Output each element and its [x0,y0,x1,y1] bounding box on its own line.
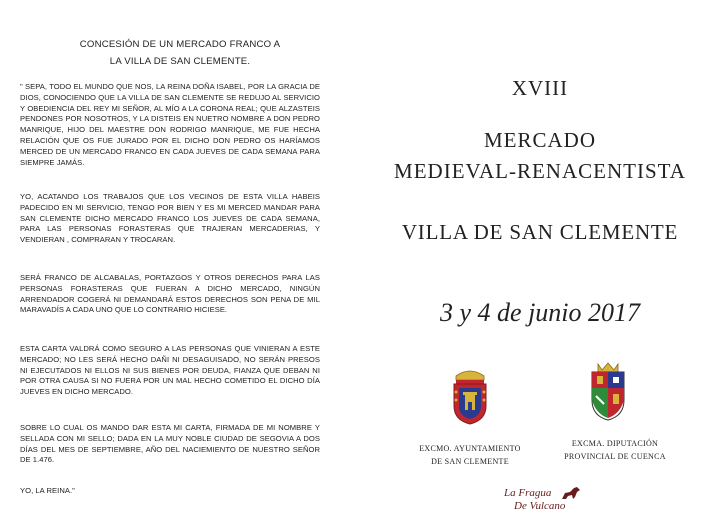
paragraph-3: SERÁ FRANCO DE ALCABALAS, PORTAZGOS Y OTROS DERECHOS PARA LAS PERSONAS FORASTERAS QUE FUERAN A DICHO MERCADO, NINGÚN ARRENDADOR COGERÁ NI DEMANDARÁ ESTOS DERECHOS SON PENA DE MIL MARAVADÍS A CADA UNO QUE LO CONTRARIO HICIESE. [20,273,320,315]
ayuntamiento-crest-icon [450,362,490,426]
right-panel [360,0,720,526]
diputacion-crest-icon [588,360,628,422]
event-title-line2: MEDIEVAL-RENACENTISTA [394,159,686,183]
institution-diputacion-line2: PROVINCIAL DE CUENCA [564,452,666,461]
institution-ayuntamiento-line1: EXCMO. AYUNTAMIENTO [419,444,521,453]
institution-diputacion [535,437,695,463]
concession-title [20,36,340,70]
brand-logo-text-2: De Vulcano [514,500,566,512]
institution-diputacion-line1: EXCMA. DIPUTACIÓN [571,439,659,448]
event-dates: 3 y 4 de junio 2017 [439,298,641,327]
paragraph-signature: YO, LA REINA." [20,486,75,495]
concession-title-line1: CONCESIÓN DE UN MERCADO FRANCO A [79,39,281,50]
institution-ayuntamiento [390,442,550,468]
paragraph-4: ESTA CARTA VALDRÁ COMO SEGURO A LAS PERSONAS QUE VINIERAN A ESTE MERCADO; NO LES SERÁ HECHO DAÑI NI DESAGUISADO, NO SERÁN PRESOS NI EJECUTADOS NI ELLOS NI SUS BIENES POR DEUDA, FIANZA QUE DEBAN NI POR OTRA CAUSA SI NO FUERA POR UN MAL HECHO COMETIDO EL DICHO DÍA JUEVES EN DICHO MERCADO. [20,344,320,397]
paragraph-5: SOBRE LO CUAL OS MANDO DAR ESTA MI CARTA, FIRMADA DE MI NOMBRE Y SELLADA CON MI SELLO; DADA EN LA MUY NOBLE CIUDAD DE SEGOVIA A DOS DÍAS DEL MES DE SEPTIEMBRE, AÑO DEL NACIEMIENTO DE NUESTRO SEÑOR DE 1.476. [20,423,320,465]
brand-logo-text: La Fragua [504,487,552,499]
edition-number: XVIII [511,76,569,100]
event-title-line1: MERCADO [483,128,596,152]
horse-icon [560,485,582,501]
institution-ayuntamiento-line2: DE SAN CLEMENTE [431,457,509,466]
concession-title-line2: LA VILLA DE SAN CLEMENTE. [109,56,251,67]
brand-logo [500,485,590,519]
paragraph-2: YO, ACATANDO LOS TRABAJOS QUE LOS VECINOS DE ESTA VILLA HABEIS PADECIDO EN MI SERVICIO, TENGO POR BIEN Y ES MI MERCED MANDAR PARA SAN CLEMENTE DICHO MERCADO FRANCO LOS JUEVES DE CADA SEMANA, PARA LAS PERSONAS FORASTERAS QUE TRAJERAN MERCADERIAS, Y VENDIERAN , COMPRARAN Y TROCARAN. [20,192,320,245]
event-location: VILLA DE SAN CLEMENTE [401,220,679,244]
paragraph-1: " SEPA, TODO EL MUNDO QUE NOS, LA REINA DOÑA ISABEL, POR LA GRACIA DE DIOS, CONOCIENDO QUE LA VILLA DE SAN CLEMENTE SE REDUJO AL SERVICIO Y OBEDIENCIA DEL REY MI SEÑOR, AL MÍO A LA CORONA REAL; QUE ALZASTEIS PENDONES POR NOSOTROS, Y LA DISTEIS EN NUETRO NOMBRE A DON PEDRO MANRIQUE, HIJO DEL MAESTRE DON RODRIGO MANRIQUE, ME FUE HECHA RELACIÓN QUE OS FUE JURADO POR EL DICHO DON PEDRO OS HARÍAMOS MERCED DE UN MERCADO FRANCO EN CADA JUEVES DE CADA SEMANA PARA SIEMPRE JAMÁS. [20,82,320,167]
